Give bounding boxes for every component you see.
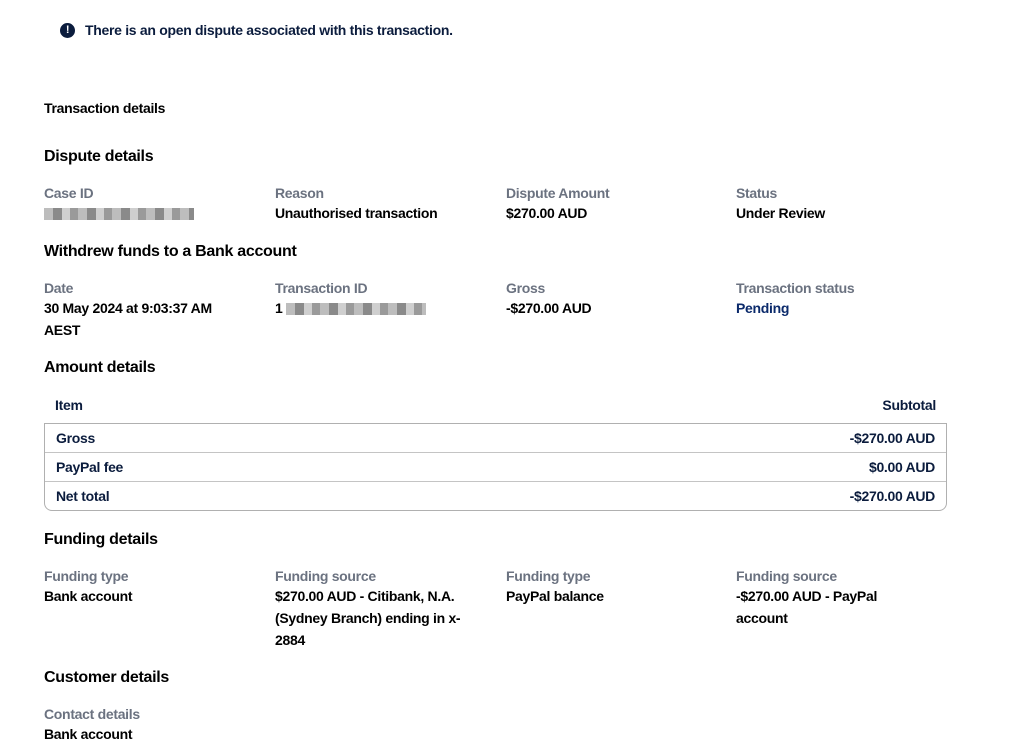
- amount-details-title: Amount details: [44, 359, 156, 376]
- funding-type-field: [44, 567, 275, 651]
- transaction-id-value: [275, 297, 480, 319]
- contact-details-value: Bank account: [44, 726, 133, 742]
- transaction-id-field: [275, 279, 506, 341]
- row-subtotal: -$270.00 AUD: [849, 430, 935, 446]
- field-label: Transaction ID: [275, 280, 368, 296]
- field-label: Funding source: [275, 568, 376, 584]
- dispute-amount-field: [506, 184, 736, 224]
- gross-value: -$270.00 AUD: [506, 300, 592, 316]
- funding-source-field: [275, 567, 506, 651]
- row-subtotal: -$270.00 AUD: [849, 488, 935, 504]
- table-row: [45, 453, 946, 482]
- redacted-case-id: [44, 208, 194, 220]
- field-label: Contact details: [44, 706, 140, 722]
- reason-value: Unauthorised transaction: [275, 205, 438, 221]
- dispute-details-grid: [44, 184, 964, 224]
- field-label: Case ID: [44, 185, 94, 201]
- dispute-details-title: Dispute details: [44, 148, 154, 165]
- funding-type-value-2: PayPal balance: [506, 588, 604, 604]
- field-label: Funding type: [44, 568, 129, 584]
- funding-details-title: Funding details: [44, 531, 158, 548]
- reason-field: [275, 184, 506, 224]
- alert-text: There is an open dispute associated with this transaction.: [85, 22, 453, 38]
- gross-field: [506, 279, 736, 341]
- date-value: 30 May 2024 at 9:03:37 AM AEST: [44, 300, 212, 338]
- row-subtotal: $0.00 AUD: [868, 459, 935, 475]
- row-item: Net total: [56, 488, 110, 504]
- field-label: Status: [736, 185, 777, 201]
- customer-details-title: Customer details: [44, 669, 170, 686]
- field-label: Gross: [506, 280, 545, 296]
- transaction-title: Withdrew funds to a Bank account: [44, 243, 297, 260]
- funding-type-value: Bank account: [44, 588, 133, 604]
- amount-table-header: [44, 397, 947, 415]
- dispute-amount-value: $270.00 AUD: [506, 205, 588, 221]
- status-field: [736, 184, 964, 224]
- table-row: [45, 424, 946, 453]
- column-header-item: Item: [55, 397, 83, 413]
- transaction-id-prefix: 1: [275, 300, 283, 316]
- table-row: [45, 482, 946, 510]
- field-label: Dispute Amount: [506, 185, 610, 201]
- page-heading: Transaction details: [44, 100, 166, 116]
- funding-type-field-2: [506, 567, 736, 651]
- transaction-grid: [44, 279, 964, 341]
- field-label: Date: [44, 280, 74, 296]
- field-label: Transaction status: [736, 280, 855, 296]
- exclamation-circle-icon: !: [60, 23, 75, 38]
- funding-source-value-2: -$270.00 AUD - PayPal account: [736, 588, 878, 626]
- funding-grid: [44, 567, 964, 651]
- redacted-transaction-id: [286, 303, 426, 315]
- field-label: Funding type: [506, 568, 591, 584]
- case-id-value: [44, 202, 249, 224]
- status-value: Under Review: [736, 205, 825, 221]
- dispute-alert: [60, 20, 453, 40]
- row-item: PayPal fee: [56, 459, 124, 475]
- customer-grid: [44, 705, 964, 745]
- funding-source-value: $270.00 AUD - Citibank, N.A. (Sydney Branch) ending in x-2884: [275, 588, 461, 648]
- case-id-field: [44, 184, 275, 224]
- funding-source-field-2: [736, 567, 964, 651]
- amount-table: [44, 423, 947, 511]
- transaction-status-value: Pending: [736, 300, 790, 316]
- field-label: Funding source: [736, 568, 837, 584]
- date-field: [44, 279, 275, 341]
- transaction-status-field: [736, 279, 964, 341]
- column-header-subtotal: Subtotal: [882, 397, 936, 413]
- field-label: Reason: [275, 185, 324, 201]
- row-item: Gross: [56, 430, 95, 446]
- contact-details-field: [44, 705, 275, 745]
